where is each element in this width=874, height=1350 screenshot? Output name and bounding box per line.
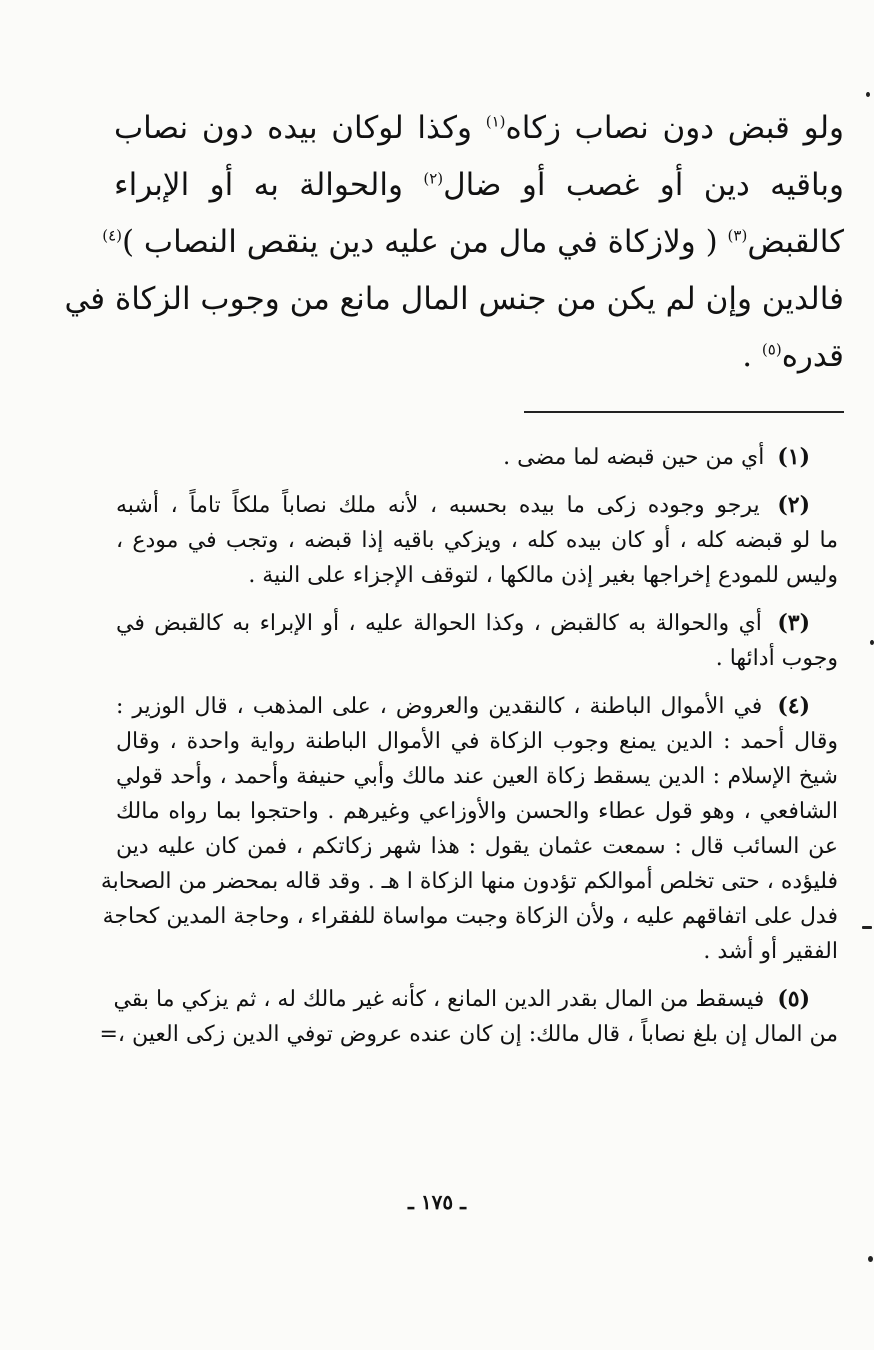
footnote-line: (٤) في الأموال الباطنة ، كالنقدين والعروض ، على المذهب ، قال الوزير : — [116, 693, 810, 719]
footnote-line: ما لو قبضه كله ، أو كان بيده كله ، ويزكي باقيه إذا قبضه ، وتجب في مودع ، — [116, 528, 838, 553]
main-line-4: فالدين وإن لم يكن من جنس المال مانع من وجوب الزكاة في — [64, 281, 844, 317]
main-line-2: وباقيه دين أو غصب أو ضال$^{(٢)}$ والحوالة به أو الإبراء — [114, 167, 844, 203]
footnote-line: عن السائب قال : سمعت عثمان يقول : هذا شهر زكاتكم ، فمن كان عليه دين — [116, 834, 838, 859]
footnote-ref-5[interactable]: (٥) — [761, 340, 782, 359]
footnote-line: الفقير أو أشد . — [703, 939, 838, 964]
footnote-line: وجوب أدائها . — [715, 646, 838, 671]
footnote-ref-4[interactable]: (٤) — [102, 226, 122, 245]
footnote-line: وقال أحمد : الدين يمنع وجوب الزكاة في الأموال الباطنة رواية واحدة ، وقال — [116, 729, 838, 754]
footnote-2 — [116, 488, 838, 593]
footnote-1 — [116, 440, 838, 475]
page-number: ـ ١٧٥ ـ — [408, 1190, 466, 1214]
footnotes — [99, 440, 838, 1065]
footnote-4 — [100, 689, 838, 969]
footnote-line: فدل على اتفاقهم عليه ، ولأن الزكاة وجبت مواساة للفقراء ، وحاجة المدين كحاجة — [102, 904, 838, 929]
footnote-5 — [99, 982, 838, 1052]
footnote-line: فليؤده ، حتى تخلص أموالكم تؤدون منها الزكاة ا هـ . وقد قاله بمحضر من الصحابة — [100, 869, 838, 894]
footnote-line: من المال إن بلغ نصاباً ، قال مالك: إن كان عنده عروض توفي الدين زكى العين ،= — [99, 1022, 838, 1047]
main-line-5: قدره$^{(٥)}$ . — [742, 338, 844, 374]
footnote-ref-3[interactable]: (٣) — [727, 226, 748, 245]
footnote-number: (٣) — [777, 610, 810, 636]
footnote-3 — [116, 606, 838, 676]
footnote-line: (٢) يرجو وجوده زكى ما بيده بحسبه ، لأنه ملك نصاباً ملكاً تاماً ، أشبه — [116, 492, 810, 518]
footnote-line: الشافعي ، وهو قول عطاء والحسن والأوزاعي وغيرهم . واحتجوا بما رواه مالك — [116, 799, 838, 824]
footnote-divider — [524, 411, 844, 413]
footnote-number: (٥) — [777, 986, 810, 1012]
main-line-3: كالقبض$^{(٣)}$ ( ولازكاة في مال من عليه دين ينقص النصاب )$^{(٤)}$ — [102, 224, 844, 260]
footnote-line: (٣) أي والحوالة به كالقبض ، وكذا الحوالة عليه ، أو الإبراء به كالقبض في — [116, 610, 810, 636]
footnote-line: (٥) فيسقط من المال بقدر الدين المانع ، كأنه غير مالك له ، ثم يزكي ما بقي — [113, 986, 810, 1012]
footnote-number: (٢) — [777, 492, 810, 518]
footnote-line: (١) أي من حين قبضه لما مضى . — [503, 444, 810, 470]
footnote-line: وليس للمودع إخراجها بغير إذن مالكها ، لتوقف الإجزاء على النية . — [248, 563, 838, 588]
scan-speck — [862, 926, 872, 929]
footnote-ref-2[interactable]: (٢) — [423, 169, 444, 188]
scan-speck — [866, 92, 870, 97]
scan-speck — [868, 1256, 873, 1262]
scan-speck — [870, 640, 874, 645]
footnote-line: شيخ الإسلام : الدين يسقط زكاة العين عند مالك وأبي حنيفة وأحمد ، وأحد قولي — [116, 764, 838, 789]
footnote-ref-1[interactable]: (١) — [485, 112, 506, 131]
main-text — [64, 100, 844, 385]
footnote-number: (٤) — [777, 693, 810, 719]
footnote-number: (١) — [777, 444, 810, 470]
main-line-1: ولو قبض دون نصاب زكاه$^{(١)}$ وكذا لوكان بيده دون نصاب — [114, 110, 844, 146]
